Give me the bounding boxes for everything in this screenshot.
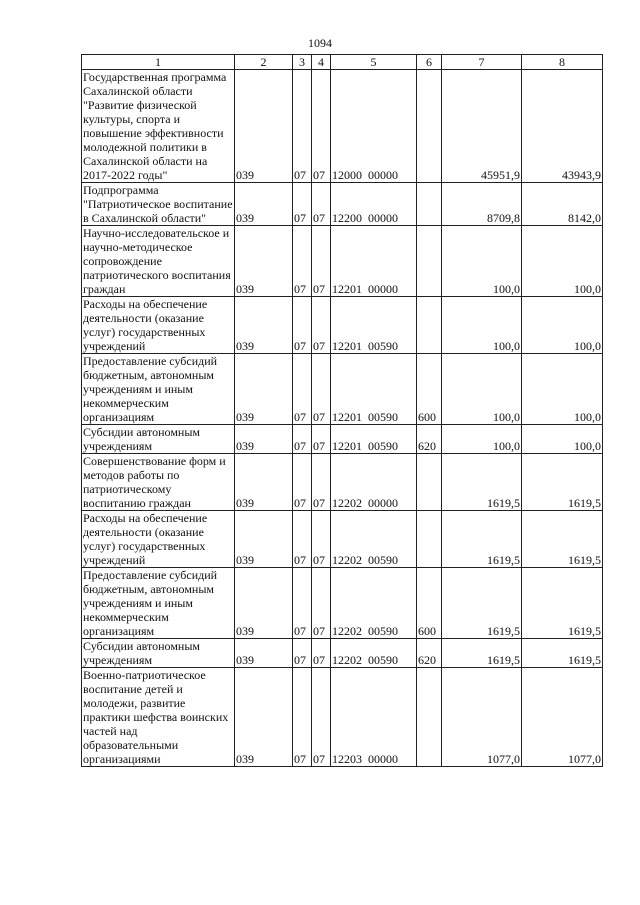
row-subsection: 07	[312, 454, 331, 511]
row-expense-type	[417, 297, 442, 354]
row-amount-1: 100,0	[442, 297, 522, 354]
row-target-article: 12202 00590	[331, 568, 417, 639]
row-grbs: 039	[235, 354, 293, 425]
row-name: Субсидии автономным учреждениям	[82, 425, 235, 454]
row-target-article: 12000 00000	[331, 70, 417, 183]
table-row	[82, 354, 603, 425]
row-amount-2: 1077,0	[522, 668, 603, 767]
row-amount-2: 1619,5	[522, 511, 603, 568]
row-grbs: 039	[235, 425, 293, 454]
table-row	[82, 226, 603, 297]
row-name: Расходы на обеспечение деятельности (оказание услуг) государственных учреждений	[82, 297, 235, 354]
row-grbs: 039	[235, 226, 293, 297]
row-amount-2: 1619,5	[522, 568, 603, 639]
row-subsection: 07	[312, 425, 331, 454]
row-target-article: 12202 00590	[331, 639, 417, 668]
row-section: 07	[293, 511, 312, 568]
row-grbs: 039	[235, 511, 293, 568]
row-name: Предоставление субсидий бюджетным, автономным учреждениям и иным некоммерческим организациям	[82, 354, 235, 425]
row-target-article: 12200 00000	[331, 183, 417, 226]
row-grbs: 039	[235, 183, 293, 226]
row-target-article: 12201 00590	[331, 297, 417, 354]
table-row	[82, 639, 603, 668]
row-amount-1: 100,0	[442, 425, 522, 454]
row-target-article: 12202 00590	[331, 511, 417, 568]
row-name: Научно-исследовательское и научно-методическое сопровождение патриотического воспитания граждан	[82, 226, 235, 297]
row-expense-type	[417, 454, 442, 511]
row-amount-2: 43943,9	[522, 70, 603, 183]
page-number: 1094	[308, 36, 332, 50]
row-amount-2: 100,0	[522, 226, 603, 297]
row-section: 07	[293, 454, 312, 511]
row-target-article: 12203 00000	[331, 668, 417, 767]
table-row	[82, 668, 603, 767]
row-amount-1: 8709,8	[442, 183, 522, 226]
row-subsection: 07	[312, 639, 331, 668]
row-target-article: 12201 00000	[331, 226, 417, 297]
row-subsection: 07	[312, 668, 331, 767]
row-amount-2: 100,0	[522, 425, 603, 454]
row-name: Подпрограмма "Патриотическое воспитание в Сахалинской области"	[83, 183, 233, 225]
row-expense-type	[417, 226, 442, 297]
row-amount-2: 100,0	[522, 354, 603, 425]
table-row	[82, 511, 603, 568]
row-grbs: 039	[235, 639, 293, 668]
row-amount-1: 100,0	[442, 226, 522, 297]
row-amount-2: 8142,0	[522, 183, 603, 226]
row-expense-type: 600	[417, 568, 442, 639]
row-target-article: 12201 00590	[331, 425, 417, 454]
row-section: 07	[293, 70, 312, 183]
row-expense-type	[417, 511, 442, 568]
column-header: 1	[82, 55, 235, 70]
row-subsection: 07	[312, 226, 331, 297]
row-subsection: 07	[312, 183, 331, 226]
row-amount-2: 100,0	[522, 297, 603, 354]
row-expense-type	[417, 70, 442, 183]
row-subsection: 07	[312, 511, 331, 568]
column-header: 8	[522, 55, 603, 70]
row-target-article: 12201 00590	[331, 354, 417, 425]
row-section: 07	[293, 668, 312, 767]
row-expense-type	[417, 183, 442, 226]
row-amount-1: 1077,0	[442, 668, 522, 767]
column-header: 6	[417, 55, 442, 70]
row-amount-2: 1619,5	[522, 454, 603, 511]
row-grbs: 039	[235, 568, 293, 639]
budget-table	[81, 54, 603, 767]
row-amount-1: 1619,5	[442, 454, 522, 511]
table-row	[82, 425, 603, 454]
row-subsection: 07	[312, 568, 331, 639]
row-grbs: 039	[235, 297, 293, 354]
column-header: 4	[312, 55, 331, 70]
row-subsection: 07	[312, 70, 331, 183]
table-header-row	[82, 55, 603, 70]
row-expense-type	[417, 668, 442, 767]
table-row	[82, 297, 603, 354]
row-subsection: 07	[312, 354, 331, 425]
row-amount-2: 1619,5	[522, 639, 603, 668]
row-expense-type: 620	[417, 639, 442, 668]
row-name: Расходы на обеспечение деятельности (оказание услуг) государственных учреждений	[82, 511, 235, 568]
row-section: 07	[293, 354, 312, 425]
row-amount-1: 100,0	[442, 354, 522, 425]
row-section: 07	[293, 425, 312, 454]
row-expense-type: 600	[417, 354, 442, 425]
table-row	[82, 70, 603, 183]
column-header: 3	[293, 55, 312, 70]
row-name: Совершенствование форм и методов работы по патриотическому воспитанию граждан	[82, 454, 235, 511]
row-name: Предоставление субсидий бюджетным, автономным учреждениям и иным некоммерческим организациям	[82, 568, 235, 639]
column-header: 7	[442, 55, 522, 70]
column-header: 2	[235, 55, 293, 70]
row-subsection: 07	[312, 297, 331, 354]
row-amount-1: 1619,5	[442, 511, 522, 568]
row-grbs: 039	[235, 668, 293, 767]
row-name: Субсидии автономным учреждениям	[82, 639, 235, 668]
row-section: 07	[293, 226, 312, 297]
row-name: Военно-патриотическое воспитание детей и молодежи, развитие практики шефства воинских частей над образовательными организациями	[82, 668, 235, 767]
table-row	[82, 568, 603, 639]
row-section: 07	[293, 183, 312, 226]
row-amount-1: 1619,5	[442, 568, 522, 639]
row-amount-1: 45951,9	[442, 70, 522, 183]
table-row	[82, 454, 603, 511]
row-target-article: 12202 00000	[331, 454, 417, 511]
row-name: Государственная программа Сахалинской области "Развитие физической культуры, спорта и повышение эффективности молодежной политики в Сахалинской области на 2017-2022 годы"	[82, 70, 235, 183]
row-grbs: 039	[235, 70, 293, 183]
row-amount-1: 1619,5	[442, 639, 522, 668]
row-section: 07	[293, 639, 312, 668]
column-header: 5	[331, 55, 417, 70]
row-grbs: 039	[235, 454, 293, 511]
row-expense-type: 620	[417, 425, 442, 454]
row-section: 07	[293, 568, 312, 639]
table-row	[82, 183, 603, 226]
row-section: 07	[293, 297, 312, 354]
